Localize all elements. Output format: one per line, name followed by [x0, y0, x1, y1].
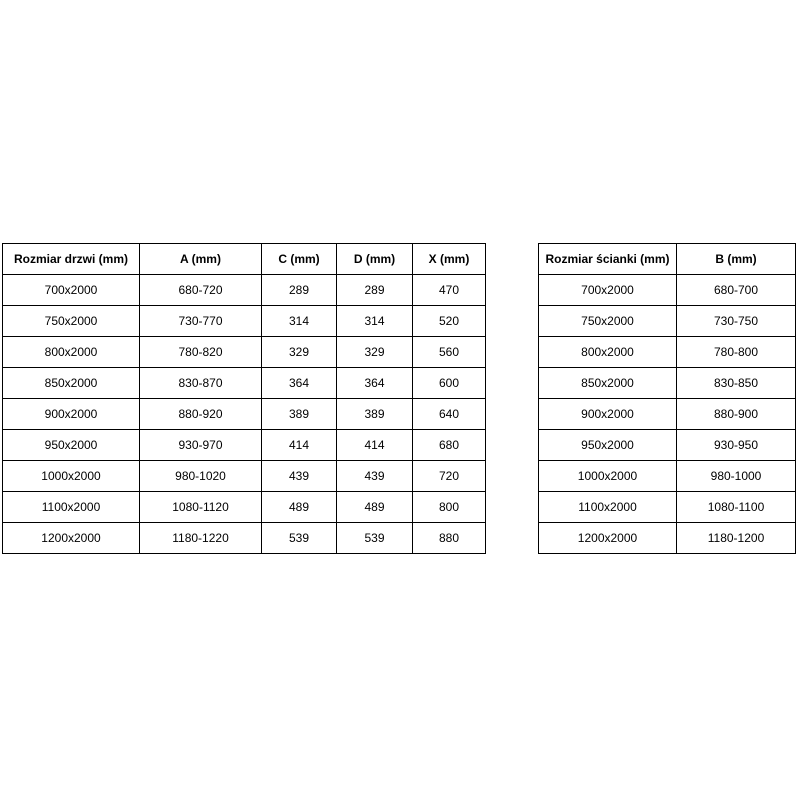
table-cell: 930-970 — [140, 430, 262, 461]
column-header: Rozmiar drzwi (mm) — [3, 244, 140, 275]
table-cell: 680-720 — [140, 275, 262, 306]
table-cell: 750x2000 — [539, 306, 677, 337]
table-cell: 1180-1220 — [140, 523, 262, 554]
header-row — [3, 244, 486, 275]
wall-sizes-table — [538, 243, 796, 554]
table-cell: 539 — [337, 523, 413, 554]
table-cell: 900x2000 — [3, 399, 140, 430]
door-sizes-table — [2, 243, 486, 554]
table-cell: 1180-1200 — [677, 523, 796, 554]
column-header: C (mm) — [262, 244, 337, 275]
column-header: Rozmiar ścianki (mm) — [539, 244, 677, 275]
table-cell: 830-850 — [677, 368, 796, 399]
table-cell: 600 — [413, 368, 486, 399]
table-cell: 364 — [262, 368, 337, 399]
table-row — [3, 461, 486, 492]
table-cell: 289 — [262, 275, 337, 306]
table-cell: 950x2000 — [3, 430, 140, 461]
table-cell: 640 — [413, 399, 486, 430]
table-row — [539, 275, 796, 306]
table-cell: 414 — [337, 430, 413, 461]
table-cell: 1200x2000 — [539, 523, 677, 554]
table-cell: 700x2000 — [3, 275, 140, 306]
table-cell: 1100x2000 — [539, 492, 677, 523]
table-row — [539, 430, 796, 461]
table-cell: 780-800 — [677, 337, 796, 368]
table-row — [539, 399, 796, 430]
table-cell: 389 — [262, 399, 337, 430]
table-cell: 1200x2000 — [3, 523, 140, 554]
table-cell: 680 — [413, 430, 486, 461]
table-cell: 880-900 — [677, 399, 796, 430]
table-cell: 720 — [413, 461, 486, 492]
table-cell: 850x2000 — [3, 368, 140, 399]
table-cell: 680-700 — [677, 275, 796, 306]
column-header: D (mm) — [337, 244, 413, 275]
table-cell: 830-870 — [140, 368, 262, 399]
table-cell: 780-820 — [140, 337, 262, 368]
table-cell: 489 — [262, 492, 337, 523]
table-cell: 950x2000 — [539, 430, 677, 461]
table-row — [3, 337, 486, 368]
table-row — [539, 461, 796, 492]
table-cell: 489 — [337, 492, 413, 523]
table-row — [539, 337, 796, 368]
table-row — [539, 306, 796, 337]
table-cell: 1000x2000 — [539, 461, 677, 492]
table-row — [3, 399, 486, 430]
table-cell: 1000x2000 — [3, 461, 140, 492]
table-cell: 520 — [413, 306, 486, 337]
table-cell: 980-1000 — [677, 461, 796, 492]
table-row — [539, 492, 796, 523]
table-cell: 800 — [413, 492, 486, 523]
column-header: A (mm) — [140, 244, 262, 275]
table-cell: 980-1020 — [140, 461, 262, 492]
table-cell: 414 — [262, 430, 337, 461]
table-row — [3, 306, 486, 337]
table-row — [539, 368, 796, 399]
table-cell: 900x2000 — [539, 399, 677, 430]
table-cell: 880 — [413, 523, 486, 554]
table-cell: 289 — [337, 275, 413, 306]
table-cell: 730-770 — [140, 306, 262, 337]
table-row — [3, 492, 486, 523]
table-row — [3, 275, 486, 306]
table-cell: 700x2000 — [539, 275, 677, 306]
table-cell: 329 — [337, 337, 413, 368]
table-row — [3, 523, 486, 554]
table-cell: 850x2000 — [539, 368, 677, 399]
table-cell: 800x2000 — [3, 337, 140, 368]
table-row — [3, 430, 486, 461]
table-cell: 930-950 — [677, 430, 796, 461]
table-cell: 730-750 — [677, 306, 796, 337]
table-cell: 1100x2000 — [3, 492, 140, 523]
table-cell: 364 — [337, 368, 413, 399]
table-row — [539, 523, 796, 554]
table-cell: 560 — [413, 337, 486, 368]
table-cell: 470 — [413, 275, 486, 306]
table-cell: 314 — [262, 306, 337, 337]
table-cell: 800x2000 — [539, 337, 677, 368]
table-cell: 539 — [262, 523, 337, 554]
header-row — [539, 244, 796, 275]
table-cell: 1080-1100 — [677, 492, 796, 523]
table-cell: 329 — [262, 337, 337, 368]
table-row — [3, 368, 486, 399]
column-header: B (mm) — [677, 244, 796, 275]
table-cell: 880-920 — [140, 399, 262, 430]
table-cell: 1080-1120 — [140, 492, 262, 523]
column-header: X (mm) — [413, 244, 486, 275]
table-cell: 439 — [262, 461, 337, 492]
table-cell: 314 — [337, 306, 413, 337]
table-cell: 389 — [337, 399, 413, 430]
table-cell: 439 — [337, 461, 413, 492]
table-cell: 750x2000 — [3, 306, 140, 337]
